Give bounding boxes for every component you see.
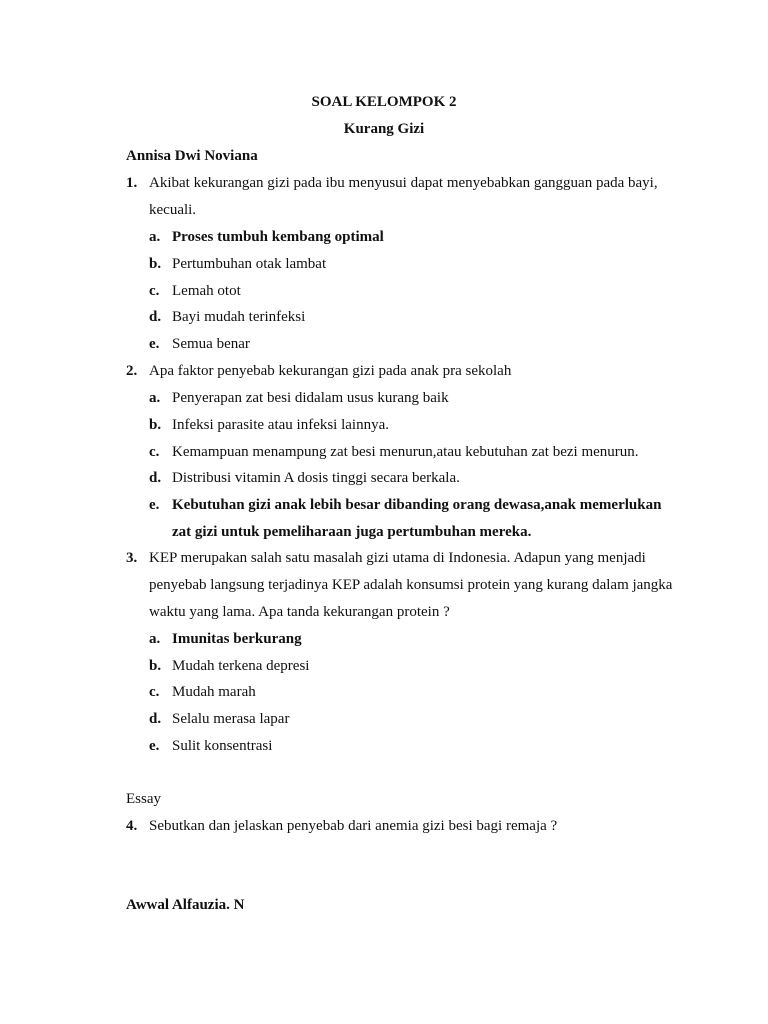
question-number: 1. — [126, 175, 138, 191]
option-letter: e. — [149, 738, 160, 754]
option-letter: b. — [149, 658, 162, 674]
option-text: Kemampuan menampung zat besi menurun,atau kebutuhan zat bezi menurun. — [172, 444, 639, 460]
option-letter: a. — [149, 631, 161, 647]
option-letter: d. — [149, 309, 162, 325]
option-text-correct: Imunitas berkurang — [172, 631, 302, 647]
question-text-line: kecuali. — [149, 202, 197, 218]
option-text: Mudah terkena depresi — [172, 658, 310, 674]
option-text: Lemah otot — [172, 283, 241, 299]
question-text-line: KEP merupakan salah satu masalah gizi utama di Indonesia. Adapun yang menjadi — [149, 550, 646, 566]
option-text: Semua benar — [172, 336, 250, 352]
question-text-line: penyebab langsung terjadinya KEP adalah konsumsi protein yang kurang dalam jangka — [149, 577, 673, 593]
option-text-correct: Kebutuhan gizi anak lebih besar dibanding orang dewasa,anak memerlukan — [172, 497, 662, 513]
author-name: Awwal Alfauzia. N — [126, 897, 245, 913]
question-text-line: Sebutkan dan jelaskan penyebab dari anemia gizi besi bagi remaja ? — [149, 818, 558, 834]
option-letter: a. — [149, 229, 161, 245]
option-text: Bayi mudah terinfeksi — [172, 309, 306, 325]
option-text: Selalu merasa lapar — [172, 711, 290, 727]
option-text: Pertumbuhan otak lambat — [172, 256, 327, 272]
option-text: Penyerapan zat besi didalam usus kurang baik — [172, 390, 449, 406]
option-letter: c. — [149, 283, 160, 299]
question-number: 3. — [126, 550, 138, 566]
option-letter: b. — [149, 256, 162, 272]
option-text-correct: zat gizi untuk pemeliharaan juga pertumbuhan mereka. — [172, 524, 532, 540]
option-text: Infeksi parasite atau infeksi lainnya. — [172, 417, 390, 433]
option-letter: e. — [149, 336, 160, 352]
option-letter: d. — [149, 711, 162, 727]
question-number: 4. — [126, 818, 138, 834]
option-letter: d. — [149, 470, 162, 486]
option-text-correct: Proses tumbuh kembang optimal — [172, 229, 384, 245]
option-letter: c. — [149, 444, 160, 460]
question-text-line: waktu yang lama. Apa tanda kekurangan protein ? — [149, 604, 450, 620]
option-letter: e. — [149, 497, 160, 513]
question-number: 2. — [126, 363, 138, 379]
option-text: Mudah marah — [172, 684, 256, 700]
question-text-line: Akibat kekurangan gizi pada ibu menyusui dapat menyebabkan gangguan pada bayi, — [149, 175, 658, 191]
essay-heading: Essay — [126, 791, 161, 807]
option-letter: a. — [149, 390, 161, 406]
author-name: Annisa Dwi Noviana — [126, 148, 258, 164]
document-subtitle: Kurang Gizi — [343, 121, 425, 137]
option-letter: c. — [149, 684, 160, 700]
document-title: SOAL KELOMPOK 2 — [311, 94, 457, 110]
option-letter: b. — [149, 417, 162, 433]
question-text-line: Apa faktor penyebab kekurangan gizi pada anak pra sekolah — [149, 363, 512, 379]
option-text: Sulit konsentrasi — [172, 738, 273, 754]
option-text: Distribusi vitamin A dosis tinggi secara berkala. — [172, 470, 460, 486]
